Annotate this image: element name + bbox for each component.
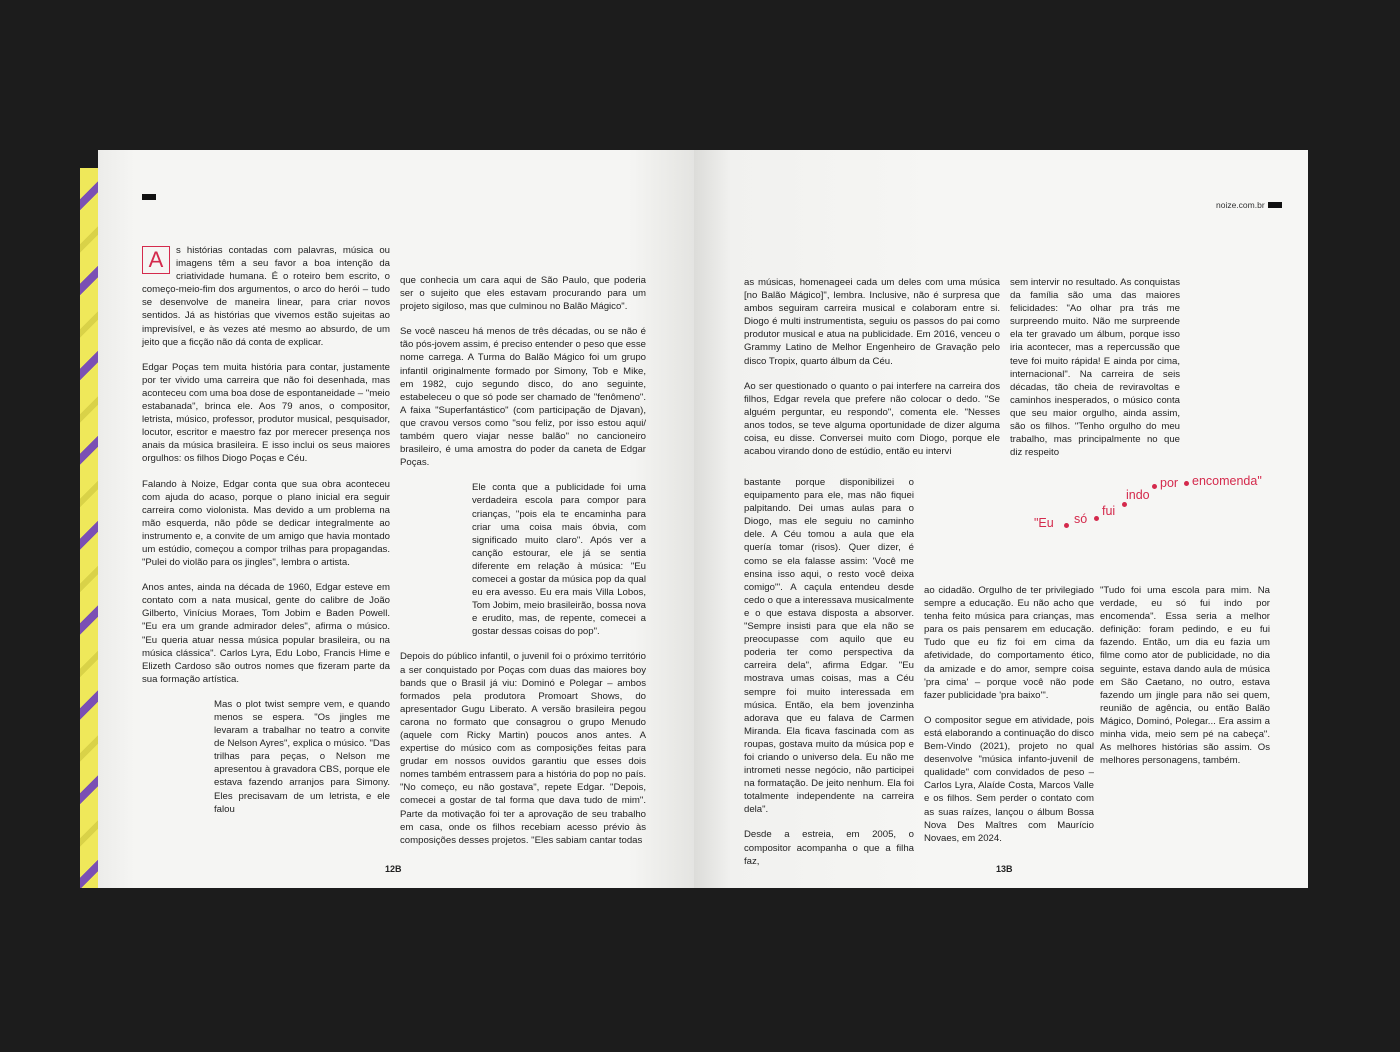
paragraph: Falando à Noize, Edgar conta que sua obra aconteceu com ajuda do acaso, porque o plano inicial era seguir carreira como violonista. Mas devido a um problema na mão esquerda, não pôde se dedicar integralmente ao instrumento e, a convite de um amigo que havia montado um estúdio, começou a compor trilhas para propagandas. "Pulei do violão para os jingles", lembra o artista.	[142, 478, 390, 569]
paragraph: Depois do público infantil, o juvenil foi o próximo território a ser conquistado por Poças com duas das maiores boy bands que o Brasil já viu: Dominó e Polegar – ambos formados pela produtora Promoart Shows, do apresentador Gugu Liberato. A versão brasileira pegou carona no formato que consagrou o grupo Menudo (aquele com Ricky Martin) poucos anos antes. A expertise do músico com as composições feitas para grudar em nossos ouvidos garantiu que esses dois nomes também entrassem para a história do pop no país. "No começo, eu não gostava", repete Edgar. "Depois, comecei a gostar de tal forma que dava tudo de mim". Parte da motivação foi ter a aprovação de seu trabalho em casa, onde os filhos recebiam acesso prévio às composições desses projetos. "Eles sabiam cantar todas	[400, 651, 646, 846]
left-column-1	[142, 244, 390, 828]
pull-quote-dot	[1064, 523, 1069, 528]
paragraph: Ao ser questionado o quanto o pai interfere na carreira dos filhos, Edgar revela que prefere não colocar o dedo. "Se alguém perguntar, eu respondo", comenta ele. "Nesses anos todos, se teve alguma oportunidade de dizer alguma coisa, eu disse. Conversei muito com Diogo, porque ele acabou virando dono de estúdio, então eu intervi	[744, 380, 1000, 458]
paragraph: Desde a estreia, em 2005, o compositor acompanha o que a filha faz,	[744, 829, 914, 867]
pull-quote-dot	[1094, 516, 1099, 521]
pull-quote-dot	[1184, 481, 1189, 486]
paragraph: O compositor segue em atividade, pois está elaborando a continuação do disco Bem-Vindo (2021), projeto no qual desenvolve "música infanto-juvenil de qualidade" com convidados de peso – Carlos Lyra, Alaíde Costa, Marcos Valle e os filhos. Sem perder o contato com as suas raízes, lançou o álbum Bossa Nova Des Maîtres com Maurício Novaes, em 2024.	[924, 714, 1094, 844]
pull-quote-word: encomenda"	[1192, 474, 1262, 488]
paragraph: A s histórias contadas com palavras, música ou imagens têm a seu favor a boa intenção da criatividade humana. É o roteiro bem escrito, o começo-meio-fim dos argumentos, o arco do herói – tudo se desenvolve de maneira linear, para criar novos sentidos. Já as histórias que vivemos estão sujeitas ao imprevisível, e às vezes até mesmo ao absurdo, de um jeito que a ficção não dá conta de explicar.	[142, 245, 390, 348]
right-column-3-bottom	[1100, 584, 1270, 779]
page-number: 12B	[385, 864, 402, 874]
pull-quote-dot	[1152, 484, 1157, 489]
left-page	[98, 150, 702, 888]
pull-quote-word: por	[1160, 476, 1179, 490]
right-column-2-bottom	[924, 584, 1094, 857]
pull-quote-word: indo	[1126, 488, 1150, 502]
paragraph: Anos antes, ainda na década de 1960, Edgar esteve em contato com a nata musical, gente do calibre de João Gilberto, Vinícius Moraes, Tom Jobim e Baden Powell. "Eu era um grande admirador deles", afirma o músico. "Eu queria atuar nessa música popular brasileira, ou na música clássica". Carlos Lyra, Edu Lobo, Francis Hime e Elizeth Cardoso são outros nomes que fizeram parte da sua formação artística.	[142, 582, 390, 685]
pull-quote	[1034, 472, 1274, 562]
paragraph: Se você nasceu há menos de três décadas, ou se não é tão pós-jovem assim, é preciso entender o peso que esse nome carrega. A Turma do Balão Mágico foi um grupo infantil originalmente formado por Simony, Tob e Mike, em 1982, cujo segundo disco, do ano seguinte, estabeleceu o que só pode ser chamado de "fenômeno". A faixa "Superfantástico" (com participação de Djavan), que cravou versos como "sou feliz, por isso estou aqui/ também quero viajar nesse balão" no cancioneiro brasileiro, é uma amostra do poder da caneta de Edgar Poças.	[400, 326, 646, 469]
left-column-2	[400, 274, 646, 859]
paragraph: sem intervir no resultado. As conquistas da família são uma das maiores felicidades: "Ao olhar pra trás me surpreendo muito. Não me surpreende ela ter gravado um álbum, porque isso iria acontecer, mas a repercussão que teve foi muito rápida! E ainda por cima, internacional". Na carreira de seis décadas, tão cheia de reviravoltas e caminhos inesperados, o músico conta que seu maior orgulho, ainda assim, são os filhos. "Tenho orgulho do meu trabalho, mas principalmente no que diz respeito	[1010, 277, 1180, 459]
section-marker	[142, 194, 156, 200]
pull-quote-dot	[1122, 502, 1127, 507]
paragraph: ao cidadão. Orgulho de ter privilegiado sempre a educação. Eu não acho que tenha feito música para crianças, mas para os pais pensarem em educação. Tudo que eu fiz foi em cima da afetividade, do comportamento ético, da amizade e do amor, sempre coisa 'pra cima' – porque você não pode fazer publicidade 'pra baixo'".	[924, 585, 1094, 701]
pull-quote-word: "Eu	[1034, 516, 1054, 530]
paragraph: Edgar Poças tem muita história para contar, justamente por ter vivido uma carreira que não foi desenhada, mas aconteceu com uma boa dose de espontaneidade – "meio estabanada", brinca ele. Aos 79 anos, o compositor, letrista, músico, professor, produtor musical, pesquisador, locutor, escritor e maestro faz por merecer presença nos anais da música brasileira. E isso inclui os seus maiores orgulhos: os filhos Diogo Poças e Céu.	[142, 361, 390, 465]
drop-cap: A	[142, 246, 170, 274]
right-column-1-bottom	[744, 476, 914, 880]
right-column-2-top	[1010, 276, 1180, 471]
pull-quote-word: só	[1074, 512, 1088, 526]
paragraph: Mas o plot twist sempre vem, e quando menos se espera. "Os jingles me levaram a trabalhar no teatro a convite de Nelson Ayres", explica o músico. "Das trilhas para peças, o Nelson me apresentou à gravadora CBS, porque ele estava fazendo arranjos para Simony. Eles precisavam de um letrista, e ele falou	[214, 698, 390, 815]
paragraph: Ele conta que a publicidade foi uma verdadeira escola para compor para crianças, "pois ela te encaminha para criar uma coisa mais óbvia, com significado muito claro". Após ver a canção estourar, ele já se sentia diferente em relação à música: "Eu comecei a gostar da música pop da qual eu era avesso. Eu era mais Villa Lobos, Tom Jobim, meio brasileirão, bossa nova e erudito, mas, de repente, comecei a gostar dessas coisas do pop".	[472, 482, 646, 638]
page-number: 13B	[996, 864, 1013, 874]
right-page	[694, 150, 1308, 888]
paragraph: "Tudo foi uma escola para mim. Na verdade, eu só fui indo por encomenda". Essa seria a melhor definição: foram pedindo, e eu fui fazendo. Então, um dia eu fazia um filme como ator de publicidade, no dia seguinte, estava dando aula de música em São Caetano, no outro, estava fazendo um jingle para não sei quem, reunião de agência, ou então Balão Mágico, Dominó, Polegar... Era assim a minha vida, meio sem pé na cabeça". As melhores histórias são assim. Os melhores personagens, também.	[1100, 585, 1270, 767]
right-column-1-top	[744, 276, 1000, 470]
paragraph: que conhecia um cara aqui de São Paulo, que poderia ser o sujeito que eles estavam procurando para um projeto sigiloso, mas que culminou no Balão Mágico".	[400, 275, 646, 313]
magazine-spread	[80, 150, 1308, 888]
section-marker	[1268, 202, 1282, 208]
paragraph: bastante porque disponibilizei o equipamento para ele, mas não fiquei palpitando. Dei umas aulas para o Diogo, mas ele seguiu no caminho dele. A Céu tomou a aula que ela quería tomar (risos). Quer dizer, é como se ela falasse assim: 'Você me ensina isso aqui, o resto você deixa comigo'". A caçula entendeu desde cedo o que a interessava musicalmente e o que estava disposta a absorver. "Sempre insisti para que ela não se preocupasse com aquilo que eu poderia ter como perspectiva da carreira dela", afirma Edgar. "Eu mostrava umas coisas, mas a Céu sempre foi muito interessada em música. Então, ela bem jovenzinha adorava que eu falava de Carmen Miranda. Ela ficava fascinada com as roupas, gostava muito da música pop e foi criando o universo dela. Eu não me intrometi nesse negócio, não participei na formatação. De jeito nenhum. Ela foi totalmente independente na carreira dela".	[744, 477, 914, 816]
cover-edge-pattern	[80, 168, 100, 888]
pull-quote-word: fui	[1102, 504, 1116, 518]
site-url: noize.com.br	[1216, 200, 1265, 210]
paragraph: as músicas, homenageei cada um deles com uma música [no Balão Mágico]", lembra. Inclusive, não é surpresa que ambos seguiram carreira musical e colaboram entre si. Diogo é multi instrumentista, seguiu os passos do pai como produtor musical e atua na publicidade. Em 2016, venceu o Grammy Latino de Melhor Engenheiro de Gravação pelo disco Tropix, quarto álbum da Céu.	[744, 277, 1000, 367]
